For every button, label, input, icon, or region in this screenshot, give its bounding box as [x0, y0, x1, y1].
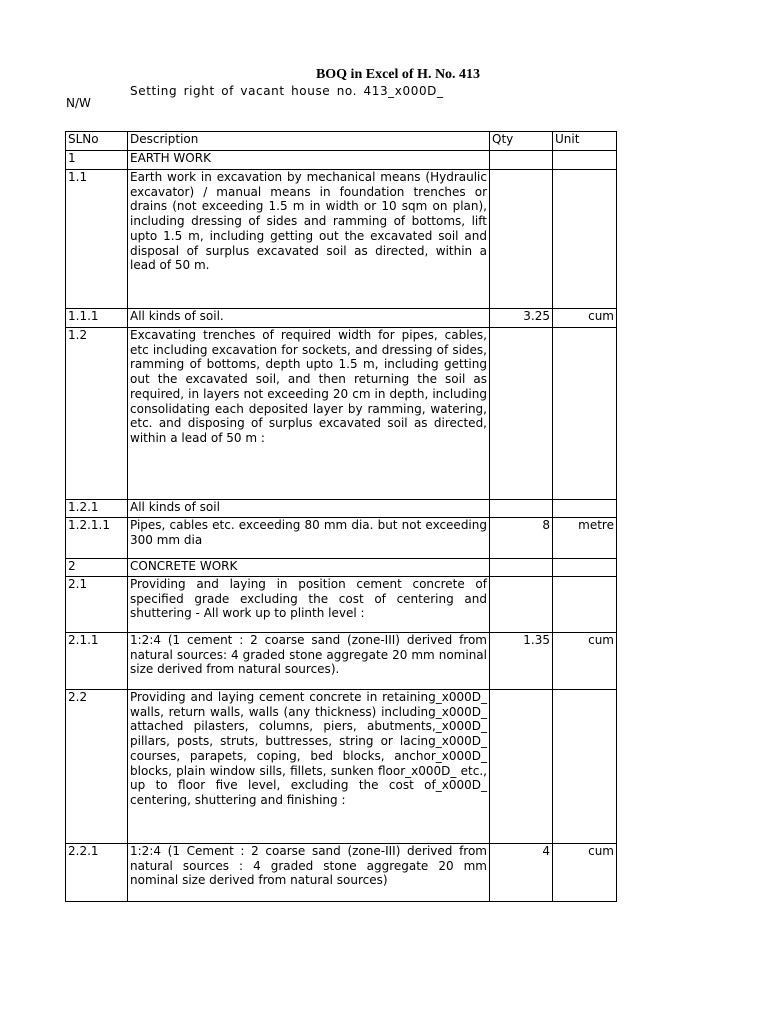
row-unit [553, 500, 617, 518]
document-title: BOQ in Excel of H. No. 413 [315, 67, 481, 82]
table-row [66, 690, 617, 844]
table-row [66, 309, 617, 328]
row-slno: 1.2.1.1 [66, 518, 128, 559]
row-qty: 1.35 [490, 633, 553, 690]
header-qty: Qty [490, 132, 553, 151]
row-unit: cum [553, 844, 617, 902]
row-unit [553, 170, 617, 309]
row-description: All kinds of soil [128, 500, 490, 518]
row-qty: 3.25 [490, 309, 553, 328]
row-unit [553, 577, 617, 633]
row-unit [553, 690, 617, 844]
nw-label: N/W [66, 96, 91, 110]
table-row [66, 518, 617, 559]
row-description: 1:2:4 (1 Cement : 2 coarse sand (zone-III) derived from natural sources : 4 graded stone aggregate 20 mm nominal size derived from natural sources) [128, 844, 490, 902]
row-qty [490, 328, 553, 500]
row-qty [490, 500, 553, 518]
table-row [66, 844, 617, 902]
row-qty: 4 [490, 844, 553, 902]
row-qty [490, 151, 553, 170]
row-unit [553, 328, 617, 500]
row-slno: 1.1 [66, 170, 128, 309]
table-header-row [66, 132, 617, 151]
row-description: Pipes, cables etc. exceeding 80 mm dia. but not exceeding 300 mm dia [128, 518, 490, 559]
boq-table [65, 131, 617, 902]
row-description: EARTH WORK [128, 151, 490, 170]
header-description: Description [128, 132, 490, 151]
row-unit: cum [553, 309, 617, 328]
row-description: Earth work in excavation by mechanical means (Hydraulic excavator) / manual means in foundation trenches or drains (not exceeding 1.5 m in width or 10 sqm on plan), including dressing of sides and ramming of bottoms, lift upto 1.5 m, including getting out the excavated soil and disposal of surplus excavated soil as directed, within a lead of 50 m. [128, 170, 490, 309]
header-slno: SLNo [66, 132, 128, 151]
table-row [66, 151, 617, 170]
row-qty [490, 690, 553, 844]
row-slno: 2.2 [66, 690, 128, 844]
row-qty [490, 559, 553, 577]
row-slno: 2.1 [66, 577, 128, 633]
row-unit: cum [553, 633, 617, 690]
row-description: Excavating trenches of required width for pipes, cables, etc including excavation for sockets, and dressing of sides, ramming of bottoms, depth upto 1.5 m, including getting out the excavated soil, and then returning the soil as required, in layers not exceeding 20 cm in depth, including consolidating each deposited layer by ramming, watering, etc. and disposing of surplus excavated soil as directed, within a lead of 50 m : [128, 328, 490, 500]
row-qty: 8 [490, 518, 553, 559]
row-slno: 2.1.1 [66, 633, 128, 690]
row-slno: 1.2.1 [66, 500, 128, 518]
header-unit: Unit [553, 132, 617, 151]
row-description: 1:2:4 (1 cement : 2 coarse sand (zone-III) derived from natural sources: 4 graded stone aggregate 20 mm nominal size derived from natural sources). [128, 633, 490, 690]
row-slno: 1.1.1 [66, 309, 128, 328]
row-qty [490, 577, 553, 633]
row-description: CONCRETE WORK [128, 559, 490, 577]
row-description: Providing and laying cement concrete in retaining_x000D_ walls, return walls, walls (any thickness) including_x000D_ attached pilasters, columns, piers, abutments,_x000D_ pillars, posts, struts, buttresses, string or lacing_x000D_ courses, parapets, coping, bed blocks, anchor_x000D_ blocks, plain window sills, fillets, sunken floor_x000D_ etc., up to floor five level, excluding the cost of_x000D_ centering, shuttering and finishing : [128, 690, 490, 844]
row-slno: 2.2.1 [66, 844, 128, 902]
table-row [66, 559, 617, 577]
row-slno: 1.2 [66, 328, 128, 500]
table-row [66, 170, 617, 309]
row-description: All kinds of soil. [128, 309, 490, 328]
table-row [66, 328, 617, 500]
row-slno: 2 [66, 559, 128, 577]
row-unit [553, 559, 617, 577]
row-unit [553, 151, 617, 170]
table-row [66, 500, 617, 518]
row-description: Providing and laying in position cement concrete of specified grade excluding the cost of centering and shuttering - All work up to plinth level : [128, 577, 490, 633]
row-slno: 1 [66, 151, 128, 170]
table-row [66, 633, 617, 690]
row-qty [490, 170, 553, 309]
document-subtitle: Setting right of vacant house no. 413_x000D_ [130, 84, 444, 98]
row-unit: metre [553, 518, 617, 559]
table-row [66, 577, 617, 633]
